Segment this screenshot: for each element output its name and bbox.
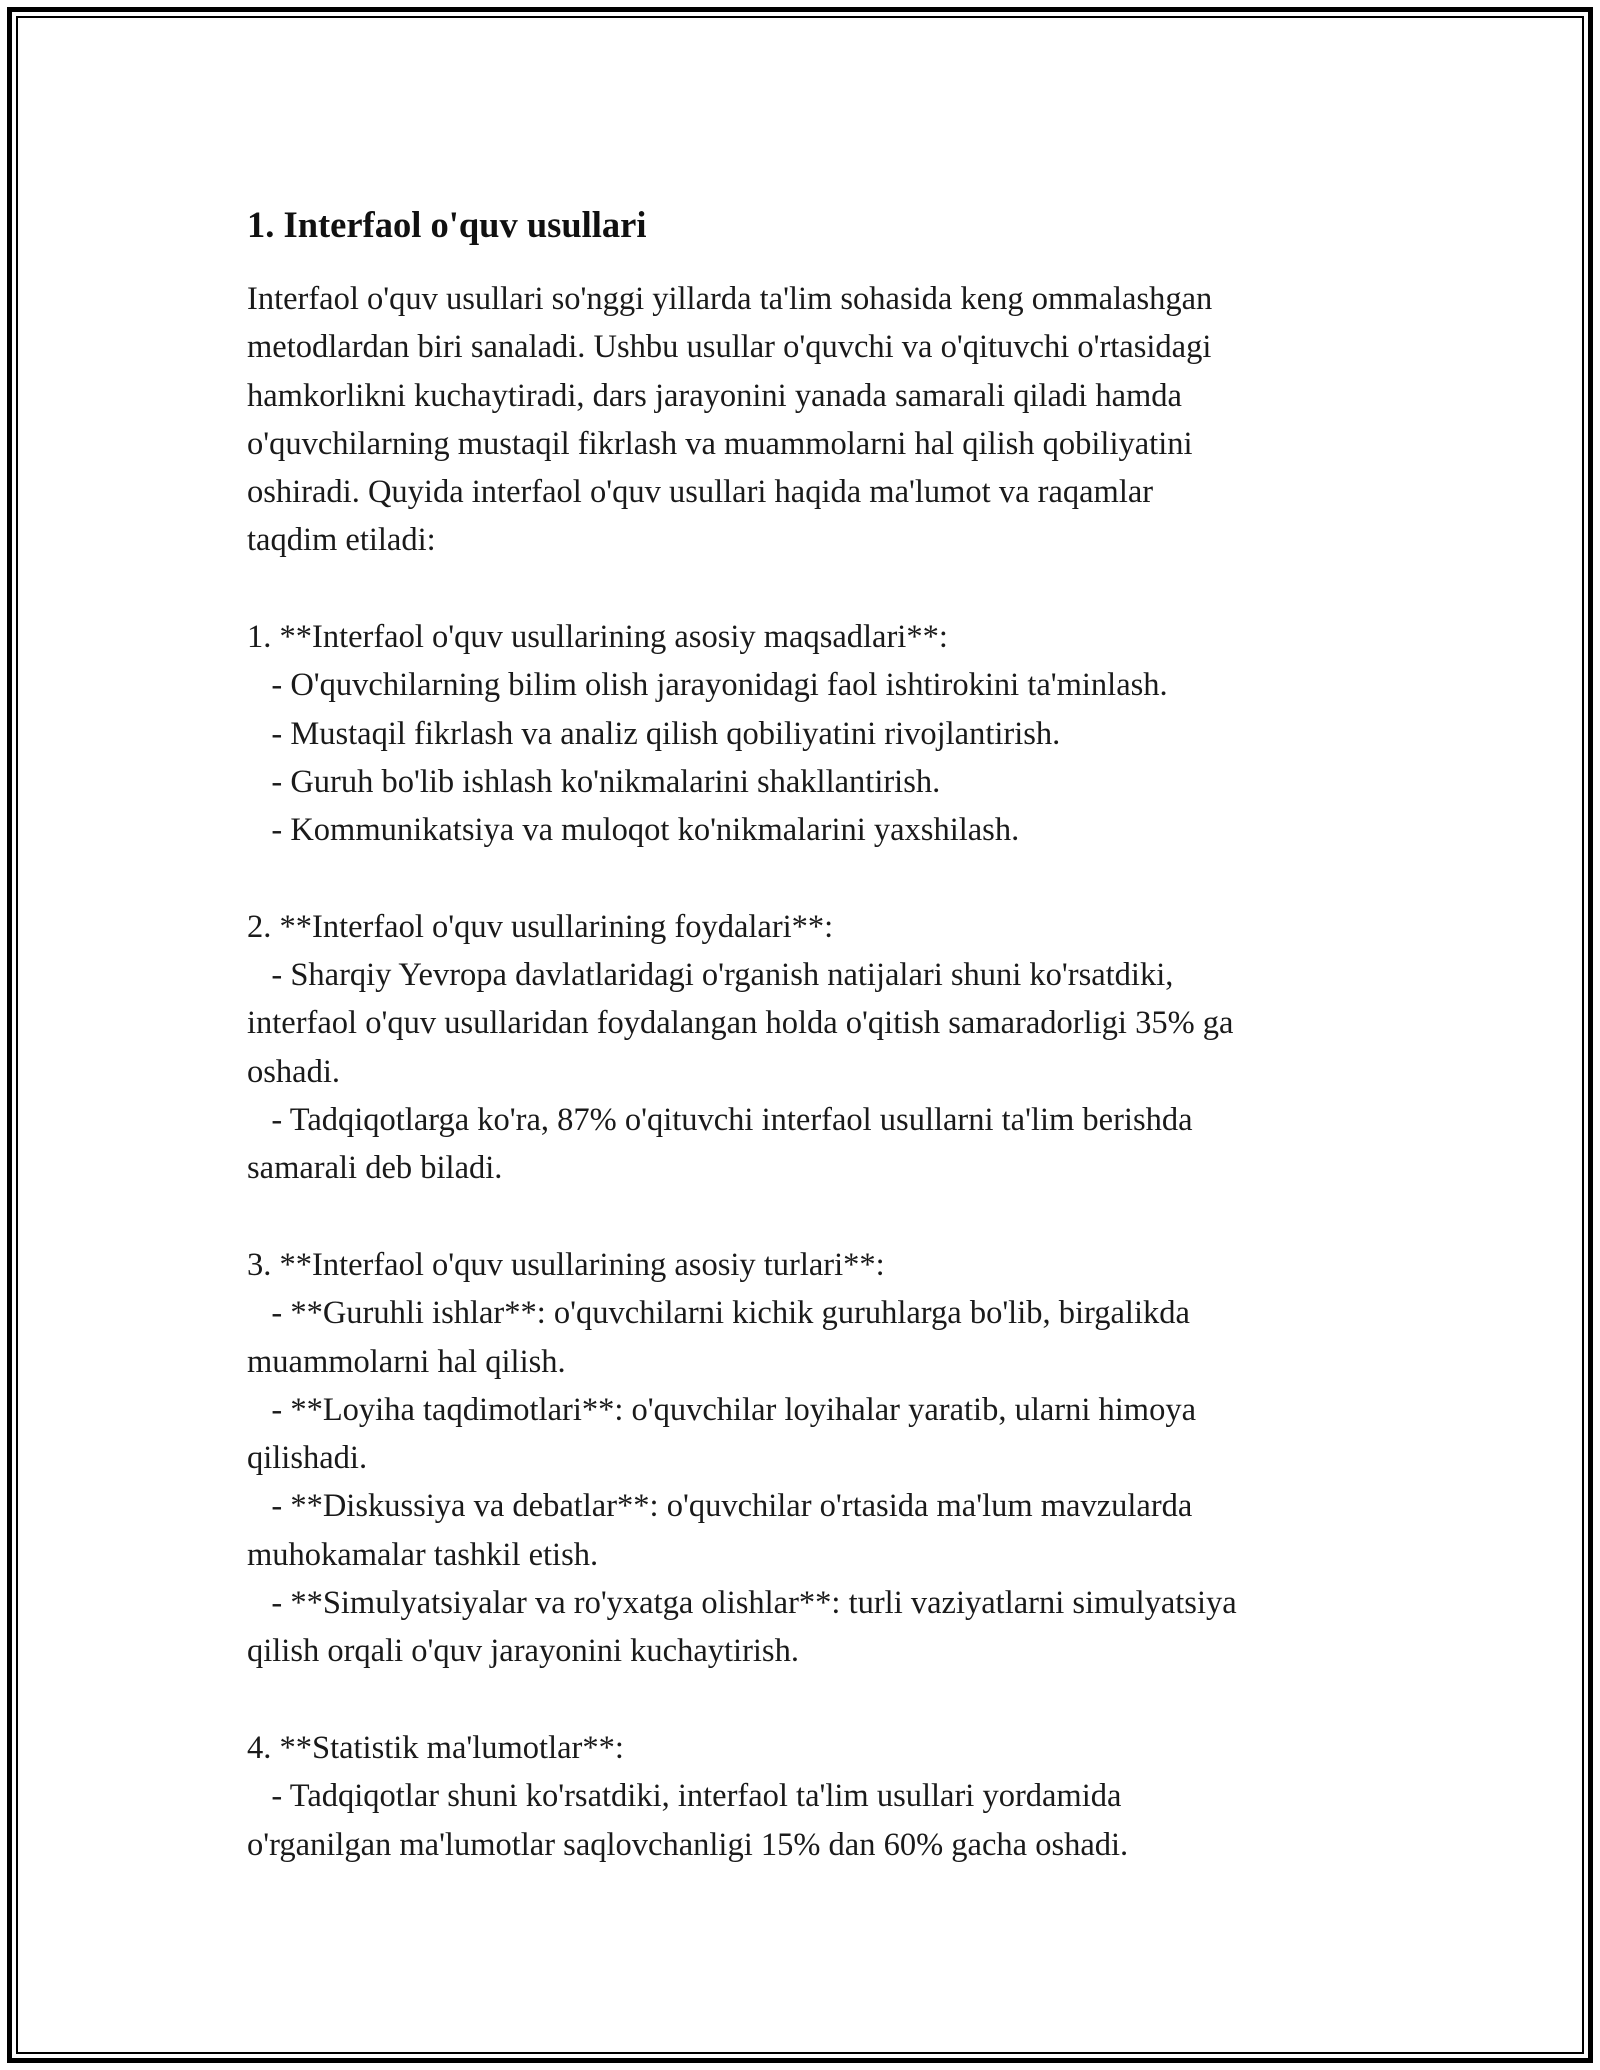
- list-item: muammolarni hal qilish.: [247, 1343, 566, 1380]
- list-item: o'rganilgan ma'lumotlar saqlovchanligi 15% dan 60% gacha oshadi.: [247, 1826, 1129, 1863]
- list-item: - O'quvchilarning bilim olish jarayonidagi faol ishtirokini ta'minlash.: [247, 667, 1168, 704]
- list-item: - **Diskussiya va debatlar**: o'quvchilar o'rtasida ma'lum mavzularda: [247, 1488, 1193, 1525]
- document-body: [247, 201, 1397, 1869]
- list-item: - Guruh bo'lib ishlash ko'nikmalarini shakllantirish.: [247, 763, 941, 800]
- section-heading: 4. **Statistik ma'lumotlar**:: [247, 1729, 624, 1766]
- list-item: qilish orqali o'quv jarayonini kuchaytirish.: [247, 1633, 799, 1670]
- section-heading: 3. **Interfaol o'quv usullarining asosiy turlari**:: [247, 1246, 885, 1283]
- list-item: - **Guruhli ishlar**: o'quvchilarni kichik guruhlarga bo'lib, birgalikda: [247, 1295, 1190, 1332]
- list-item: oshadi.: [247, 1053, 340, 1090]
- section-heading: 2. **Interfaol o'quv usullarining foydalari**:: [247, 908, 834, 945]
- section-goals: [247, 613, 1397, 854]
- list-item: - Kommunikatsiya va muloqot ko'nikmalarini yaxshilash.: [247, 812, 1020, 849]
- list-item: muhokamalar tashkil etish.: [247, 1536, 599, 1573]
- list-item: - **Loyiha taqdimotlari**: o'quvchilar loyihalar yaratib, ularni himoya: [247, 1391, 1197, 1428]
- section-heading: 1. **Interfaol o'quv usullarining asosiy maqsadlari**:: [247, 619, 948, 656]
- page-title: 1. Interfaol o'quv usullari: [247, 204, 647, 245]
- section-types: [247, 1241, 1397, 1676]
- list-item: - Tadqiqotlar shuni ko'rsatdiki, interfaol ta'lim usullari yordamida: [247, 1778, 1122, 1815]
- section-benefits: [247, 903, 1397, 1193]
- list-item: - **Simulyatsiyalar va ro'yxatga olishlar**: turli vaziyatlarni simulyatsiya: [247, 1585, 1237, 1622]
- section-statistics: [247, 1724, 1397, 1869]
- list-item: - Sharqiy Yevropa davlatlaridagi o'rganish natijalari shuni ko'rsatdiki,: [247, 957, 1174, 994]
- list-item: - Mustaqil fikrlash va analiz qilish qobiliyatini rivojlantirish.: [247, 715, 1061, 752]
- list-item: samarali deb biladi.: [247, 1150, 503, 1187]
- list-item: interfaol o'quv usullaridan foydalangan holda o'qitish samaradorligi 35% ga: [247, 1005, 1234, 1042]
- list-item: - Tadqiqotlarga ko'ra, 87% o'qituvchi interfaol usullarni ta'lim berishda: [247, 1102, 1193, 1139]
- list-item: qilishadi.: [247, 1440, 368, 1477]
- page-frame: [7, 7, 1593, 2063]
- intro-paragraph: Interfaol o'quv usullari so'nggi yillarda ta'lim sohasida keng ommalashgan metodlardan biri sanaladi. Ushbu usullar o'quvchi va o'qituvchi o'rtasidagi hamkorlikni kuchaytiradi, dars jarayonini yanada samarali qiladi hamda o'quvchilarning mustaqil fikrlash va muammolarni hal qilish qobiliyatini oshiradi. Quyida interfaol o'quv usullari haqida ma'lumot va raqamlar taqdim etiladi:: [247, 281, 1213, 559]
